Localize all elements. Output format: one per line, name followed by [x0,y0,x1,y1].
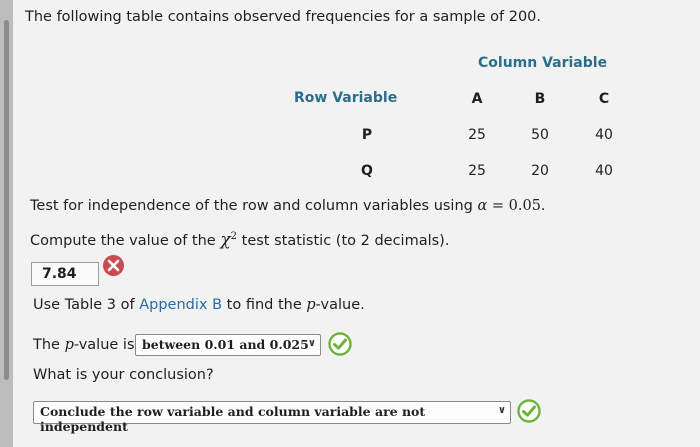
chi-symbol: χ [220,230,231,250]
col-header-b: B [534,91,546,107]
compute-line-prefix: Compute the value of the [30,233,216,249]
compute-line-suffix: test statistic (to 2 decimals). [241,233,450,249]
table-instruction-line [33,297,365,313]
cell-p-a: 25 [468,127,486,143]
row-label-p: P [361,127,373,143]
pvalue-selected-value: between 0.01 and 0.025 [142,337,309,352]
chi-square-answer-field[interactable] [31,262,99,286]
pvalue-label-prefix: The [33,337,60,353]
col-header-a: A [471,91,483,107]
check-circle-icon [328,332,352,356]
table-line-prefix: Use Table 3 of [33,297,135,313]
pvalue-label [33,337,135,353]
row-label-q: Q [361,163,373,179]
conclusion-prompt: What is your conclusion? [33,367,214,383]
cell-p-c: 40 [595,127,613,143]
pvalue-select[interactable] [135,334,321,356]
chi-square-answer-value: 7.84 [42,266,77,282]
pvalue-label-suffix: -value is [73,337,135,353]
pvalue-p-symbol: p [64,337,74,353]
col-header-c: C [598,91,610,107]
alpha-symbol: α [477,198,488,214]
cell-q-b: 20 [531,163,549,179]
cell-p-b: 50 [531,127,549,143]
compute-line [30,230,449,250]
p-symbol: p [306,297,316,313]
x-circle-icon [102,254,125,277]
scrollbar-thumb[interactable] [4,20,9,380]
column-variable-header: Column Variable [478,55,608,71]
check-circle-icon [517,399,541,423]
chevron-down-icon: ∨ [307,338,316,349]
test-line-suffix: . [540,198,546,214]
cell-q-c: 40 [595,163,613,179]
independence-test-line [30,198,546,214]
row-variable-header: Row Variable [294,90,398,106]
conclusion-selected-value: Conclude the row variable and column variable are not independent [40,404,426,434]
chevron-down-icon: ∨ [497,405,506,416]
left-scrollbar[interactable] [0,0,13,447]
conclusion-select[interactable] [33,401,511,434]
question-panel [13,0,700,447]
appendix-b-link[interactable]: Appendix B [139,297,223,313]
test-line-prefix: Test for independence of the row and column variables using [30,198,473,214]
table-line-mid: to find the [226,297,302,313]
chi-exponent: 2 [230,231,238,243]
cell-q-a: 25 [468,163,486,179]
table-line-suffix: -value. [315,297,365,313]
alpha-value: = 0.05 [491,198,541,214]
question-intro: The following table contains observed frequencies for a sample of 200. [25,9,542,25]
